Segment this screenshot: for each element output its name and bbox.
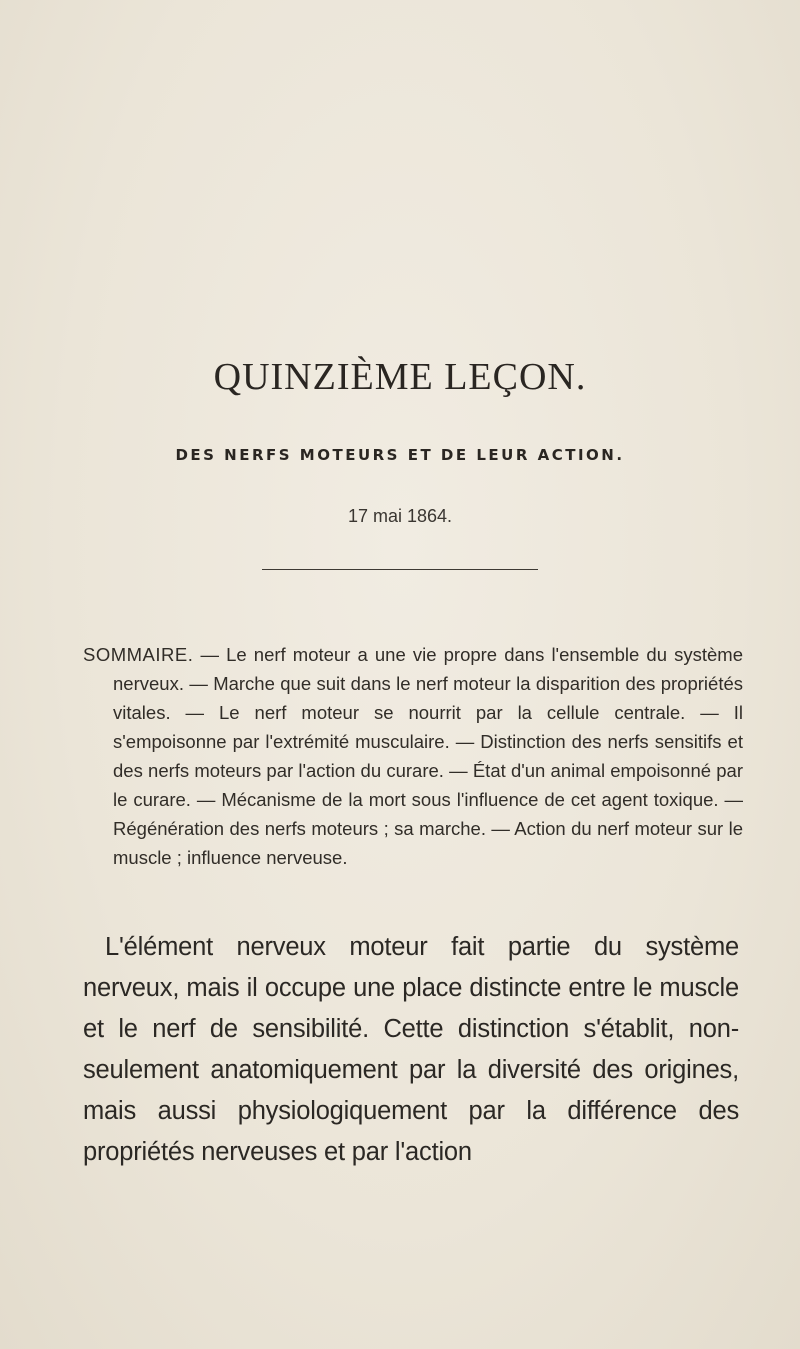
lesson-subtitle: DES NERFS MOTEURS ET DE LEUR ACTION. [175,446,625,464]
summary-label: SOMMAIRE. [83,644,194,665]
body-paragraph: L'élément nerveux moteur fait partie du système nerveux, mais il occupe une place distincte entre le muscle et le nerf de sensibilité. Cette distinction s'établit, non-seulement anatomiquement par la diversité des origines, mais aussi physiologiquement par la différence des propriétés nerveuses et par l'action [83,933,739,1166]
summary-block [83,640,743,872]
lesson-title: QUINZIÈME LEÇON. [213,356,587,398]
separator-rule [262,569,538,570]
lesson-date: 17 mai 1864. [347,506,453,526]
summary-text: — Le nerf moteur a une vie propre dans l'ensemble du système nerveux. — Marche que suit dans le nerf moteur la disparition des propriétés vitales. — Le nerf moteur se nourrit par la cellule centrale. — Il s'empoisonne par l'extrémité musculaire. — Distinction des nerfs sensitifs et des nerfs moteurs par l'action du curare. — État d'un animal empoisonné par le curare. — Mécanisme de la mort sous l'influence de cet agent toxique. — Régénération des nerfs moteurs ; sa marche. — Action du nerf moteur sur le muscle ; influence nerveuse. [113,644,743,868]
